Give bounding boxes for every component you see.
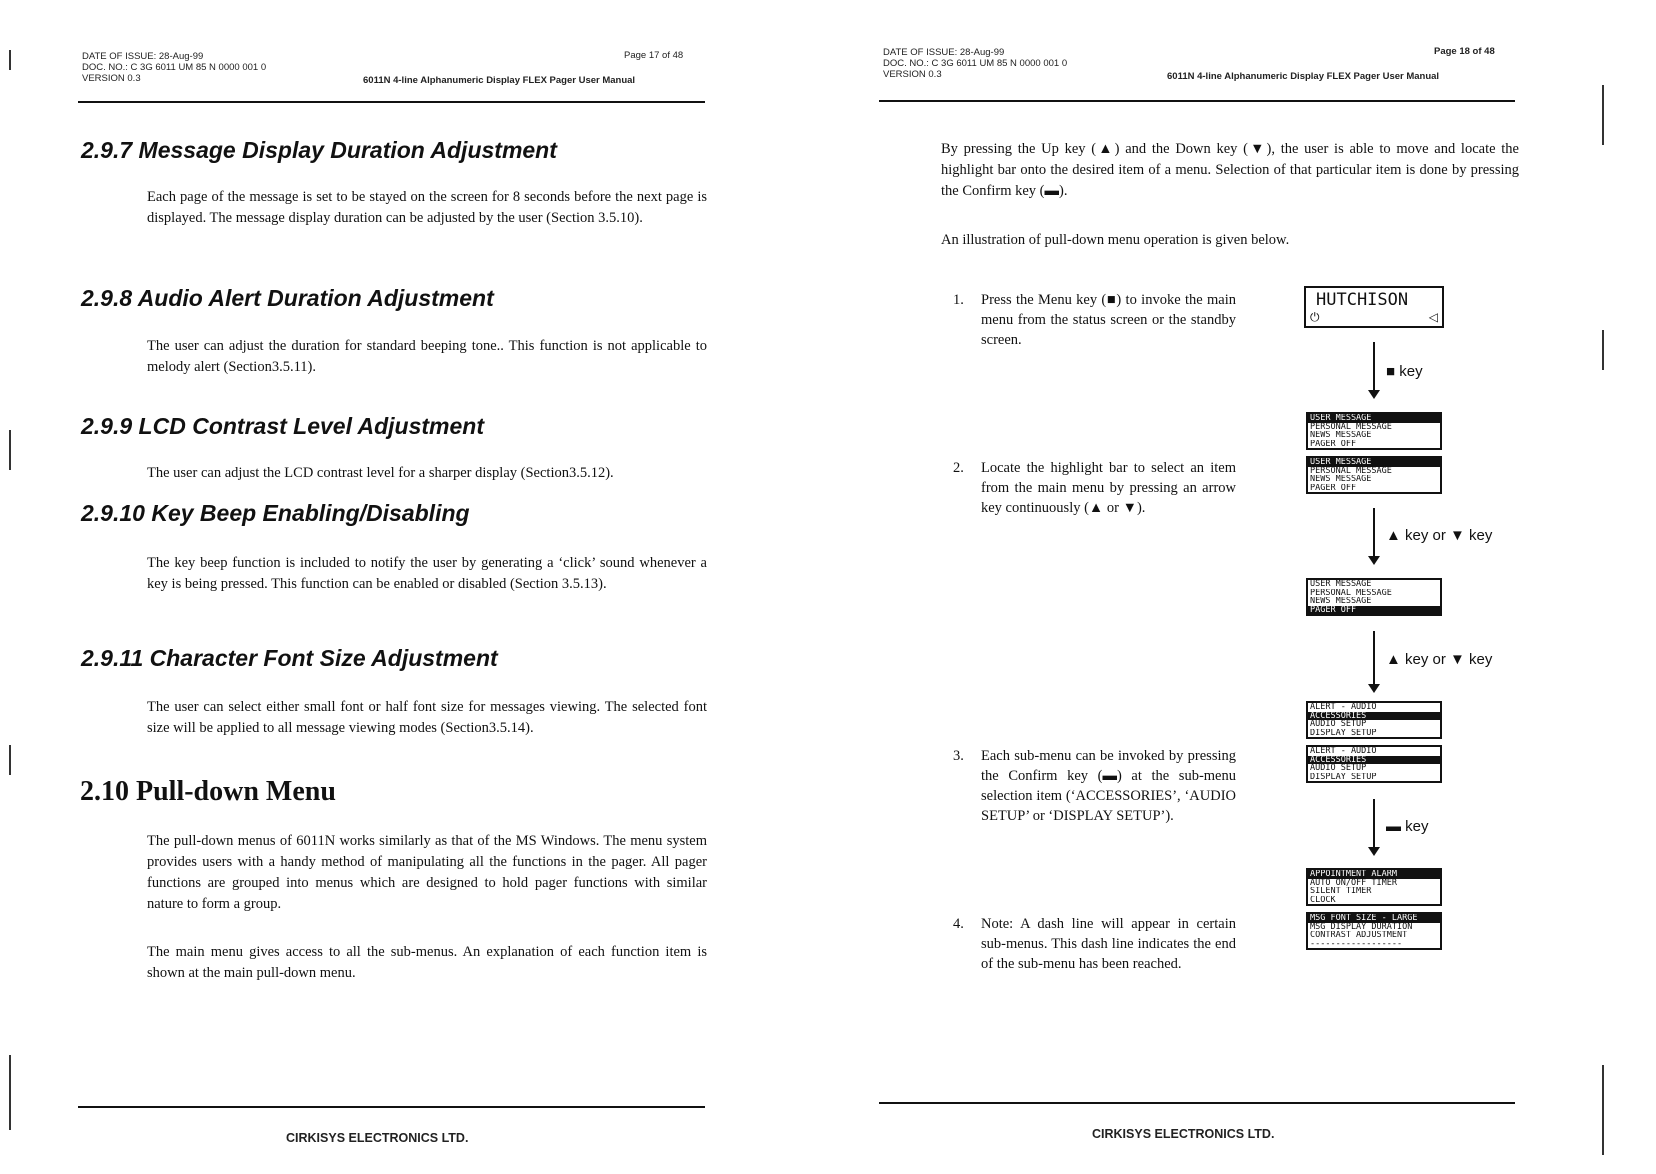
step-text: Press the Menu key (■) to invoke the main menu from the status screen or the standby screen. xyxy=(981,292,1236,348)
menu-line: NEWS MESSAGE xyxy=(1310,597,1372,606)
step-text: Note: A dash line will appear in certain sub-menus. This dash line indicates the end of the sub-menu has been reached. xyxy=(981,916,1236,972)
margin-mark xyxy=(9,50,11,70)
footer-company: CIRKISYS ELECTRONICS LTD. xyxy=(1092,1127,1275,1141)
section-body: The user can adjust the duration for standard beeping tone.. This function is not applicable to melody alert (Section3.5.11). xyxy=(147,338,707,375)
header-meta xyxy=(82,51,266,84)
menu-line: AUDIO SETUP xyxy=(1310,764,1367,773)
section-heading: 2.9.10 Key Beep Enabling/Disabling xyxy=(81,500,470,526)
menu-line: MSG FONT SIZE - LARGE xyxy=(1308,914,1440,923)
step-text: Locate the highlight bar to select an item from the main menu by pressing an arrow key continuously (▲ or ▼). xyxy=(981,460,1236,516)
down-arrow xyxy=(1373,631,1375,686)
menu-line: ------------------ xyxy=(1310,939,1403,948)
section-heading: 2.9.9 LCD Contrast Level Adjustment xyxy=(81,413,485,439)
section-heading: 2.9.8 Audio Alert Duration Adjustment xyxy=(81,285,494,311)
version: VERSION 0.3 xyxy=(883,69,942,80)
down-arrow xyxy=(1373,508,1375,558)
doc-no: DOC. NO.: C 3G 6011 UM 85 N 0000 001 0 xyxy=(82,62,267,73)
power-icon: ⏻ xyxy=(1310,310,1320,324)
margin-mark xyxy=(1602,330,1604,370)
sub-menu-lcd xyxy=(1306,701,1442,739)
manual-title: 6011N 4-line Alphanumeric Display FLEX Pager User Manual xyxy=(1167,71,1440,82)
illustration-intro: An illustration of pull-down menu operation is given below. xyxy=(941,232,1290,248)
menu-line: AUTO ON/OFF TIMER xyxy=(1310,878,1397,887)
menu-line: ALERT - AUDIO xyxy=(1310,747,1377,756)
menu-line: AUDIO SETUP xyxy=(1310,720,1367,729)
date-of-issue: DATE OF ISSUE: 28-Aug-99 xyxy=(883,47,1005,58)
section-body: The user can select either small font or half font size for messages viewing. The selected font size will be applied to all message viewing modes (Section3.5.14). xyxy=(147,699,707,736)
menu-line: SILENT TIMER xyxy=(1310,887,1372,896)
main-menu-lcd xyxy=(1306,578,1442,616)
section-body: Each page of the message is set to be stayed on the screen for 8 seconds before the next page is displayed. The message display duration can be adjusted by the user (Section 3.5.10). xyxy=(147,189,707,226)
version: VERSION 0.3 xyxy=(82,73,141,84)
footer-rule xyxy=(879,1102,1515,1104)
margin-mark xyxy=(1602,85,1604,145)
down-arrow xyxy=(1373,799,1375,849)
page-number: Page 18 of 48 xyxy=(1434,46,1495,57)
sub-menu-lcd xyxy=(1306,745,1442,783)
margin-mark xyxy=(9,430,11,470)
margin-mark xyxy=(9,1055,11,1130)
section-heading: 2.9.11 Character Font Size Adjustment xyxy=(81,645,498,671)
display-setup-lcd xyxy=(1306,912,1442,950)
section-body: The user can adjust the LCD contrast level for a sharper display (Section3.5.12). xyxy=(147,465,614,481)
menu-line: USER MESSAGE xyxy=(1308,414,1440,423)
main-heading: 2.10 Pull-down Menu xyxy=(80,776,336,807)
footer-rule xyxy=(78,1106,705,1108)
key-label: ▲ key or ▼ key xyxy=(1386,651,1493,668)
key-label: ▲ key or ▼ key xyxy=(1386,527,1493,544)
header-meta xyxy=(883,47,1067,80)
main-paragraph: The main menu gives access to all the sub-menus. An explanation of each function item is shown at the main pull-down menu. xyxy=(147,944,707,981)
section-body: The key beep function is included to notify the user by generating a ‘click’ sound whenever a key is being pressed. This function can be enabled or disabled (Section 3.5.13). xyxy=(147,555,707,592)
menu-line: PERSONAL MESSAGE xyxy=(1310,422,1392,431)
intro-paragraph: By pressing the Up key (▲) and the Down key (▼), the user is able to move and locate the highlight bar onto the desired item of a menu. Selection of that particular item is done by pressing the Confirm key (▬). xyxy=(941,141,1519,199)
margin-mark xyxy=(1602,1065,1604,1155)
date-of-issue: DATE OF ISSUE: 28-Aug-99 xyxy=(82,51,204,62)
speaker-icon: ◁ xyxy=(1428,310,1438,324)
header-rule xyxy=(879,100,1515,102)
step-number: 1. xyxy=(953,292,964,308)
menu-line: PAGER OFF xyxy=(1310,439,1357,448)
accessories-lcd xyxy=(1306,868,1442,906)
footer-company: CIRKISYS ELECTRONICS LTD. xyxy=(286,1131,469,1145)
menu-line: PERSONAL MESSAGE xyxy=(1310,588,1392,597)
key-label: ▬ key xyxy=(1386,818,1429,835)
menu-line: ACCESSORIES xyxy=(1308,712,1440,721)
menu-line: ALERT - AUDIO xyxy=(1310,703,1377,712)
header-rule xyxy=(78,101,705,103)
step-text: Each sub-menu can be invoked by pressing the Confirm key (▬) at the sub-menu selection item (‘ACCESSORIES’, ‘AUDIO SETUP’ or ‘DISPLAY SETUP’). xyxy=(981,748,1236,824)
menu-line: ACCESSORIES xyxy=(1308,756,1440,765)
menu-line: DISPLAY SETUP xyxy=(1310,728,1377,737)
step-number: 4. xyxy=(953,916,964,932)
main-paragraph: The pull-down menus of 6011N works similarly as that of the MS Windows. The menu system provides users with a handy method of manipulating all the functions in the pager. All pager functions are grouped into menus which are designed to hold pager functions with similar nature to form a group. xyxy=(147,833,707,912)
menu-line: NEWS MESSAGE xyxy=(1310,431,1372,440)
section-heading: 2.9.7 Message Display Duration Adjustment xyxy=(81,137,557,163)
menu-line: USER MESSAGE xyxy=(1308,458,1440,467)
main-menu-lcd xyxy=(1306,412,1442,450)
menu-line: CONTRAST ADJUSTMENT xyxy=(1310,931,1408,940)
margin-mark xyxy=(9,745,11,775)
manual-title: 6011N 4-line Alphanumeric Display FLEX Pager User Manual xyxy=(363,75,636,86)
menu-line: USER MESSAGE xyxy=(1310,580,1372,589)
menu-line: DISPLAY SETUP xyxy=(1310,772,1377,781)
doc-no: DOC. NO.: C 3G 6011 UM 85 N 0000 001 0 xyxy=(883,58,1068,69)
status-screen-lcd xyxy=(1304,286,1444,328)
menu-line: NEWS MESSAGE xyxy=(1310,475,1372,484)
menu-line: APPOINTMENT ALARM xyxy=(1308,870,1440,879)
right-page xyxy=(828,0,1656,1174)
menu-line: PERSONAL MESSAGE xyxy=(1310,466,1392,475)
menu-line: PAGER OFF xyxy=(1310,483,1357,492)
status-screen-text: HUTCHISON xyxy=(1316,290,1409,310)
menu-line: CLOCK xyxy=(1310,895,1336,904)
menu-line: MSG DISPLAY DURATION xyxy=(1310,922,1413,931)
step-number: 3. xyxy=(953,748,964,764)
main-menu-lcd xyxy=(1306,456,1442,494)
page-number: Page 17 of 48 xyxy=(624,50,684,61)
step-number: 2. xyxy=(953,460,964,476)
key-label: ■ key xyxy=(1386,363,1423,380)
down-arrow xyxy=(1373,342,1375,392)
menu-line: PAGER OFF xyxy=(1308,606,1440,615)
